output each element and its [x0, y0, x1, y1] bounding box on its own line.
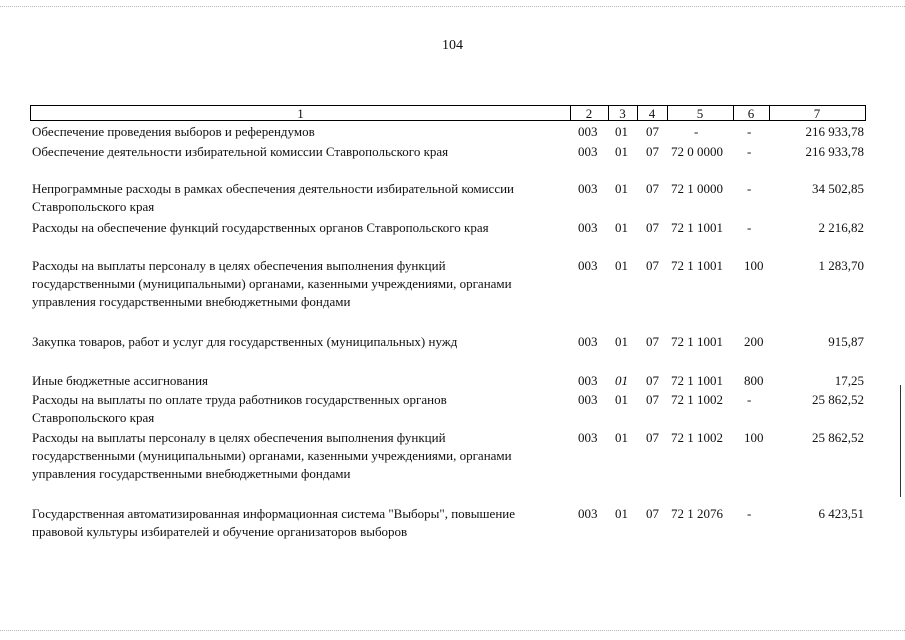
row-c2: 003 — [578, 373, 598, 388]
top-scan-artifact — [0, 6, 905, 8]
row-c2: 003 — [578, 124, 598, 139]
row-c5: 72 0 0000 — [671, 144, 723, 159]
row-c3: 01 — [615, 334, 628, 349]
row-c6: 100 — [744, 258, 764, 273]
row-c7: 915,87 — [828, 334, 864, 349]
row-name: Обеспечение деятельности избирательной комиссии Ставропольского края — [32, 144, 449, 159]
row-c7: 216 933,78 — [805, 124, 864, 139]
row-c5: 72 1 1002 — [671, 392, 723, 407]
row-c7: 34 502,85 — [812, 181, 864, 196]
row-c4: 07 — [646, 258, 659, 273]
row-name: Обеспечение проведения выборов и референдумов — [32, 124, 315, 139]
header-col-5: 5 — [667, 106, 734, 120]
row-c6: - — [747, 220, 752, 235]
row-c2: 003 — [578, 430, 598, 445]
row-c4: 07 — [646, 220, 659, 235]
bottom-scan-artifact — [0, 630, 905, 632]
row-c7: 25 862,52 — [812, 430, 864, 445]
row-name: Расходы на обеспечение функций государственных органов Ставропольского края — [32, 220, 489, 235]
row-c2: 003 — [578, 258, 598, 273]
row-name: Расходы на выплаты персоналу в целях обеспечения выполнения функций государственными (муниципальными) органами, казенными учреждениями, органами управления государственными внебюджетными фондами — [32, 258, 512, 309]
row-c5: 72 1 1001 — [671, 258, 723, 273]
row-name: Непрограммные расходы в рамках обеспечения деятельности избирательной комиссии Ставропольского края — [32, 181, 515, 214]
row-name: Расходы на выплаты по оплате труда работников государственных органов Ставропольского края — [32, 392, 447, 425]
row-c2: 003 — [578, 334, 598, 349]
row-c3: 01 — [615, 124, 628, 139]
row-c4: 07 — [646, 334, 659, 349]
row-name: Расходы на выплаты персоналу в целях обеспечения выполнения функций государственными (муниципальными) органами, казенными учреждениями, органами управления государственными внебюджетными фондами — [32, 430, 512, 481]
row-c5: 72 1 1001 — [671, 334, 723, 349]
row-c5: 72 1 1002 — [671, 430, 723, 445]
row-c7: 6 423,51 — [818, 506, 864, 521]
row-c5: 72 1 1001 — [671, 373, 723, 388]
row-c3: 01 — [615, 392, 628, 407]
row-c6: - — [747, 181, 752, 196]
page-number: 104 — [442, 38, 463, 53]
row-c5: 72 1 2076 — [671, 506, 723, 521]
table-header — [30, 105, 866, 121]
row-c3: 01 — [615, 506, 628, 521]
row-c6: 200 — [744, 334, 764, 349]
header-col-2: 2 — [570, 106, 609, 120]
row-c5: 72 1 1001 — [671, 220, 723, 235]
header-col-4: 4 — [637, 106, 668, 120]
row-c7: 17,25 — [834, 373, 864, 388]
row-name: Государственная автоматизированная информационная система "Выборы", повышение правовой культуры избирателей и обучение организаторов выборов — [32, 506, 515, 539]
row-c3: 01 — [615, 220, 628, 235]
row-c7: 216 933,78 — [805, 144, 864, 159]
row-c7: 1 283,70 — [818, 258, 864, 273]
header-col-3: 3 — [608, 106, 638, 120]
row-c4: 07 — [646, 506, 659, 521]
row-c3: 01 — [615, 181, 628, 196]
row-c3: 01 — [615, 373, 628, 388]
row-c6: - — [747, 124, 752, 139]
row-c2: 003 — [578, 392, 598, 407]
row-c6: - — [747, 392, 752, 407]
row-c4: 07 — [646, 430, 659, 445]
row-c5: - — [694, 124, 699, 139]
row-c3: 01 — [615, 258, 628, 273]
row-c4: 07 — [646, 144, 659, 159]
row-name: Иные бюджетные ассигнования — [32, 373, 209, 388]
row-c6: - — [747, 144, 752, 159]
row-c7: 25 862,52 — [812, 392, 864, 407]
row-c4: 07 — [646, 392, 659, 407]
scan-edge-line — [900, 385, 901, 497]
row-c3: 01 — [615, 144, 628, 159]
row-c4: 07 — [646, 181, 659, 196]
row-c2: 003 — [578, 506, 598, 521]
row-c6: - — [747, 506, 752, 521]
header-col-6: 6 — [733, 106, 770, 120]
row-c4: 07 — [646, 373, 659, 388]
row-c7: 2 216,82 — [818, 220, 864, 235]
row-name: Закупка товаров, работ и услуг для государственных (муниципальных) нужд — [32, 334, 458, 349]
row-c2: 003 — [578, 181, 598, 196]
row-c6: 800 — [744, 373, 764, 388]
row-c2: 003 — [578, 220, 598, 235]
row-c6: 100 — [744, 430, 764, 445]
header-col-1: 1 — [31, 106, 571, 120]
row-c4: 07 — [646, 124, 659, 139]
row-c3: 01 — [615, 430, 628, 445]
row-c5: 72 1 0000 — [671, 181, 723, 196]
header-col-7: 7 — [813, 106, 821, 121]
row-c2: 003 — [578, 144, 598, 159]
